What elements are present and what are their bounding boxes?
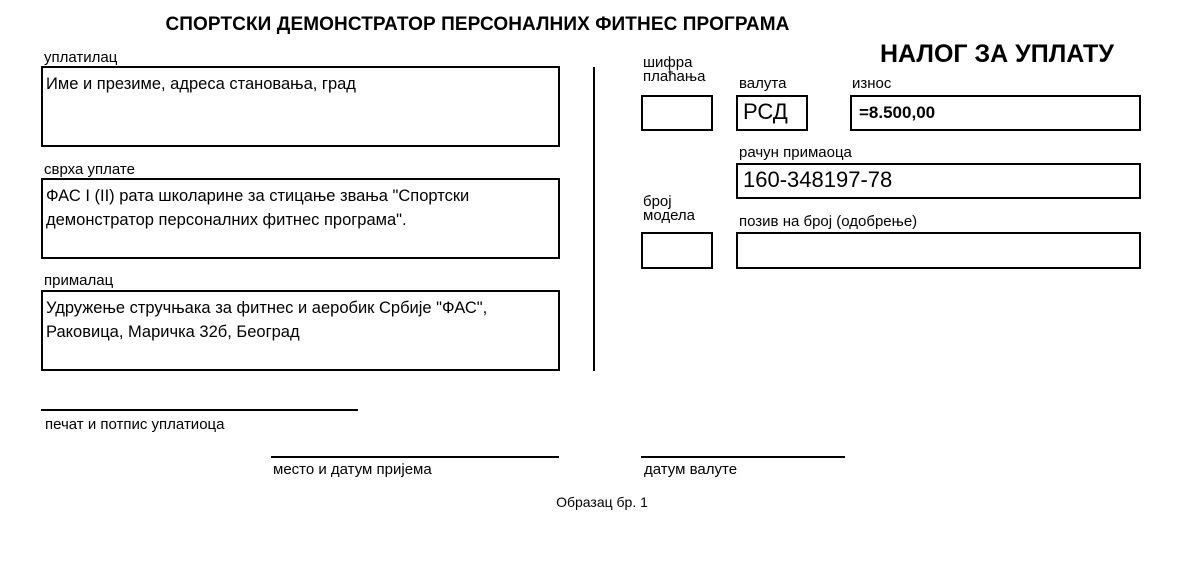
recipient-value: Удружење стручњака за фитнес и аеробик Србије "ФАС", Раковица, Маричка 32б, Београд (46, 299, 488, 341)
currency-field[interactable] (736, 95, 808, 131)
payment-code-label: шифра плаћања (643, 54, 706, 85)
payer-value: Име и презиме, адреса становања, град (46, 75, 356, 93)
currency-label: валута (739, 75, 787, 92)
payer-field[interactable] (41, 66, 560, 147)
reference-label: позив на број (одобрење) (739, 213, 918, 230)
form-number: Образац бр. 1 (556, 494, 648, 510)
amount-value: =8.500,00 (859, 103, 936, 122)
account-field[interactable] (736, 163, 1141, 199)
recipient-field[interactable] (41, 290, 560, 371)
model-field[interactable] (641, 232, 713, 269)
account-label: рачун примаоца (739, 144, 852, 161)
account-value: 160-348197-78 (743, 167, 893, 192)
reference-field[interactable] (736, 232, 1141, 269)
model-label: број модела (643, 193, 696, 224)
payer-signature-line (41, 409, 358, 411)
purpose-field[interactable] (41, 178, 560, 259)
payer-label: уплатилац (44, 49, 118, 66)
payer-signature-label: печат и потпис уплатиоца (45, 416, 225, 433)
amount-field[interactable] (850, 95, 1141, 131)
value-date-line (641, 456, 845, 458)
page-title: СПОРТСКИ ДЕМОНСТРАТОР ПЕРСОНАЛНИХ ФИТНЕС ПРОГРАМА (165, 14, 790, 35)
currency-value: РСД (743, 99, 788, 124)
column-divider (593, 67, 595, 371)
place-date-line (271, 456, 559, 458)
payment-code-field[interactable] (641, 95, 713, 131)
purpose-label: сврха уплате (44, 161, 135, 178)
place-date-label: место и датум пријема (273, 461, 432, 478)
purpose-value: ФАС I (II) рата школарине за стицање звања "Спортски демонстратор персоналних фитнес програма". (46, 187, 470, 229)
form-title: НАЛОГ ЗА УПЛАТУ (880, 40, 1114, 68)
recipient-label: прималац (44, 272, 114, 289)
value-date-label: датум валуте (644, 461, 738, 478)
amount-label: износ (852, 75, 892, 92)
